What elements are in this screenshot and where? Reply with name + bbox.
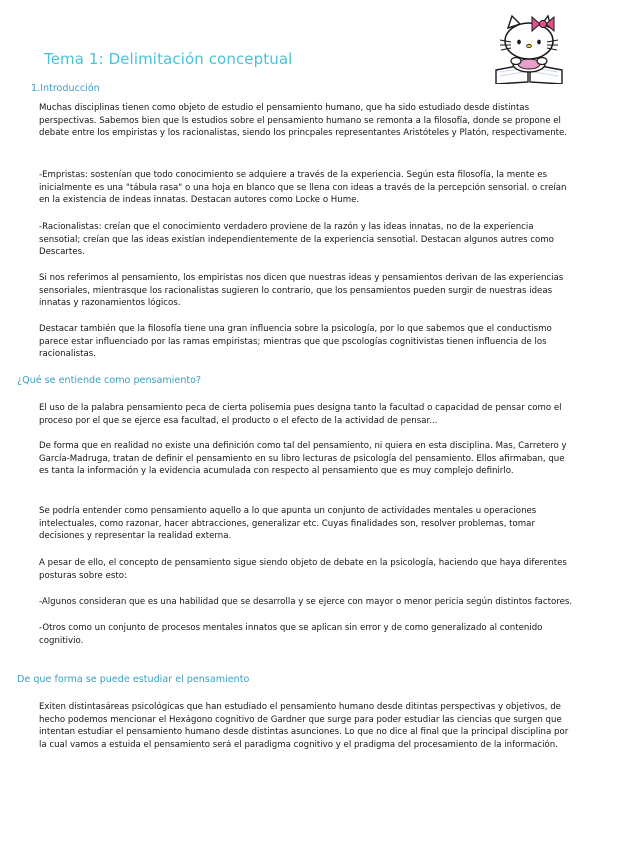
paragraph: -Empristas: sostenían que todo conocimiento se adquiere a través de la experiencia. Según esta filosofía, la mente es inicialmente es una "tábula rasa" o una hoja en blanco que se llena con ideas a través de la percepción sensorial. o creían en la existencia de indeas innatas. Destacan autores como Locke o Hume. bbox=[39, 170, 567, 206]
paragraph: A pesar de ello, el concepto de pensamiento sigue siendo objeto de debate en la psicología, haciendo que haya diferentes posturas sobre esto: bbox=[39, 558, 567, 581]
section-heading-intro: 1.Introducción bbox=[31, 83, 100, 94]
page-title: Tema 1: Delimitación conceptual bbox=[44, 50, 293, 68]
paragraph: Destacar también que la filosofía tiene una gran influencia sobre la psicología, por lo que sabemos que el conductismo parece estar influenciado por las ramas empiristas; mientras que que pscologías cognitivistas tienen influencia de los racionalistas. bbox=[39, 324, 552, 360]
paragraph: Se podría entender como pensamiento aquello a lo que apunta un conjunto de actividades mentales u operaciones intelectuales, como razonar, hacer abtracciones, generalizar etc. Cuyas finalidades son, resolver problemas, tomar decisiones y representar la realidad externa. bbox=[39, 506, 537, 542]
paragraph: -Otros como un conjunto de procesos mentales innatos que se aplican sin error y de como generalizado al contenido cognitivio. bbox=[39, 623, 543, 646]
section-heading-study: De que forma se puede estudiar el pensamiento bbox=[17, 674, 250, 685]
paragraph: Muchas disciplinas tienen como objeto de estudio el pensamiento humano, que ha sido estudiado desde distintas perspectivas. Sabemos bien que ls estudios sobre el pensamiento humano se remonta a la filosofía, donde se propone el debate entre los empiristas y los racionalistas, siendo los princpales representantes Aristóteles y Platón, respectivamente. bbox=[39, 103, 568, 139]
paragraph: -Racionalistas: creían que el conocimiento verdadero proviene de la razón y las ideas innatas, no de la experiencia sensotial; creían que las ideas existían independientemente de la experiencia sensotial. Destacan algunos autres como Descartes. bbox=[39, 222, 554, 258]
paragraph: El uso de la palabra pensamiento peca de cierta polisemia pues designa tanto la facultad o capacidad de pensar como el proceso por el que se ejerce esa facultad, el producto o el efecto de la actividad de pensar... bbox=[39, 403, 562, 426]
section-heading-concept: ¿Qué se entiende como pensamiento? bbox=[17, 375, 202, 386]
paragraph: De forma que en realidad no existe una definición como tal del pensamiento, ni quiera en esta disciplina. Mas, Carretero y García-Madruga, tratan de definir el pensamiento en su libro lecturas de psicología del pensamiento. Ellos afirmaban, que es tanta la información y la evidencia acumulada con respecto al pensamiento que es muy complejo definirlo. bbox=[39, 441, 567, 477]
hello-kitty-reading-icon bbox=[492, 14, 566, 84]
paragraph: Exiten distintasáreas psicológicas que han estudiado el pensamiento humano desde ditintas perspectivas y objetivos, de hecho podemos mencionar el Hexágono cognitivo de Gardner que surge para poder estudiar las ciencias que surgen que intentan estudiar el pensamiento humano desde distintas asunciones. Lo que no dice al final que la principal disciplina por la cual vamos a estuida el pensamiento será el paradigma cognitivo y el pradigma del procesamiento de la información. bbox=[39, 702, 569, 750]
paragraph: Si nos referimos al pensamiento, los empiristas nos dicen que nuestras ideas y pensamientos derivan de las experiencias sensoriales, mientrasque los racionalistas sugieren lo contrario, que los pensamientos pueden surgir de nuestras ideas innatas y razonamientos lógicos. bbox=[39, 273, 564, 309]
paragraph: -Algunos consideran que es una habilidad que se desarrolla y se ejerce con mayor o menor pericia según distintos factores. bbox=[39, 597, 573, 607]
